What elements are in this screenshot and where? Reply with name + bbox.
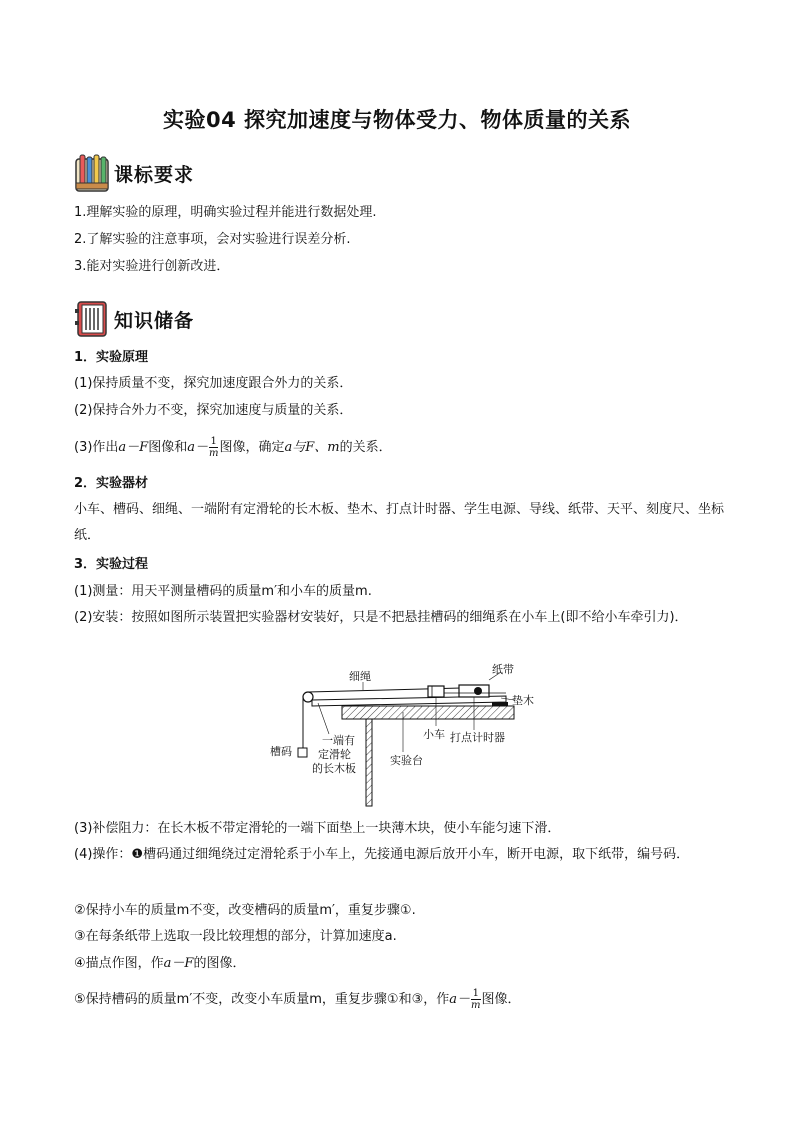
principle-line-3-c: 图像，确定 xyxy=(219,440,285,455)
principle-line-3-e: 的关系． xyxy=(339,440,392,455)
timer-dot xyxy=(474,687,482,695)
process-step-5 xyxy=(74,988,521,1011)
process-install: (2)安装：按照如图所示装置把实验器材安装好，只是不把悬挂槽码的细绳系在小车上(即不给小车牵引力)． xyxy=(74,610,688,625)
process-step-3: ③在每条纸带上选取一段比较理想的部分，计算加速度a. xyxy=(74,929,397,944)
requirement-item-2: 2.了解实验的注意事项，会对实验进行误差分析. xyxy=(74,232,351,247)
principle-heading: 1．实验原理 xyxy=(74,350,149,365)
cart-block xyxy=(428,686,444,697)
process-step-2: ②保持小车的质量m不变，改变槽码的质量m′，重复步骤①. xyxy=(74,903,416,918)
label-tape: 纸带 xyxy=(492,663,514,676)
label-pad: 垫木 xyxy=(512,694,534,707)
formula-a-f: a－F xyxy=(118,440,149,455)
test-tubes-icon xyxy=(74,153,110,193)
principle-line-3-b: 图像和 xyxy=(148,440,188,455)
step-4-formula: a－F xyxy=(163,956,194,971)
process-step-4 xyxy=(74,955,245,973)
page-title: 实验04 探究加速度与物体受力、物体质量的关系 xyxy=(162,108,632,132)
apparatus-diagram xyxy=(256,660,546,810)
principle-line-1: (1)保持质量不变，探究加速度跟合外力的关系． xyxy=(74,376,353,391)
book-icon xyxy=(74,299,110,339)
requirements-banner xyxy=(74,150,194,196)
step-5-c: 图像． xyxy=(481,992,521,1007)
table-leg xyxy=(366,719,372,806)
step-4-c: 的图像． xyxy=(193,956,246,971)
requirement-item-3: 3.能对实验进行创新改进． xyxy=(74,259,230,274)
label-timer: 打点计时器 xyxy=(450,731,505,744)
requirements-heading: 课标要求 xyxy=(114,163,195,186)
step-5-formula: a－ xyxy=(449,992,471,1007)
process-compensate: (3)补偿阻力：在长木板不带定滑轮的一端下面垫上一块薄木块，使小车能匀速下滑． xyxy=(74,821,561,836)
label-board-1: 一端有 xyxy=(322,734,355,747)
label-table: 实验台 xyxy=(390,754,423,767)
principle-line-3-a: (3)作出 xyxy=(74,440,119,455)
process-operate: (4)操作：❶槽码通过细绳绕过定滑轮系于小车上，先接通电源后放开小车，断开电源，取下纸带，编号码． xyxy=(74,847,690,862)
label-cart: 小车 xyxy=(423,728,445,741)
knowledge-banner xyxy=(74,296,194,342)
principle-line-2: (2)保持合外力不变，探究加速度与质量的关系． xyxy=(74,403,353,418)
label-board-2: 定滑轮 xyxy=(318,748,351,761)
pad-block xyxy=(492,702,508,706)
principle-vars: a与F、m xyxy=(284,440,340,455)
principle-line-3 xyxy=(74,436,392,459)
knowledge-heading: 知识储备 xyxy=(114,309,195,332)
equipment-heading: 2．实验器材 xyxy=(74,476,149,491)
process-heading: 3．实验过程 xyxy=(74,557,149,572)
formula-a-inv-m: a－ xyxy=(187,440,208,455)
step-5-fraction: $\frac{1}{m}$ xyxy=(471,988,481,1011)
step-5-a: ⑤保持槽码的质量m′不变，改变小车质量m，重复步骤①和③，作 xyxy=(74,992,450,1007)
label-rope: 细绳 xyxy=(349,670,371,683)
weight-block xyxy=(298,748,307,757)
equipment-text: 小车、槽码、细绳、一端附有定滑轮的长木板、垫木、打点计时器、学生电源、导线、纸带、天平、刻度尺、坐标纸． xyxy=(74,502,725,543)
table-top xyxy=(342,706,514,719)
requirement-item-1: 1.理解实验的原理，明确实验过程并能进行数据处理. xyxy=(74,205,377,220)
step-4-a: ④描点作图，作 xyxy=(74,956,164,971)
fraction-1-over-m: $\frac{1}{m}$ xyxy=(208,436,219,459)
label-weight: 槽码 xyxy=(270,745,292,758)
label-board-3: 的长木板 xyxy=(312,762,356,775)
process-measure: (1)测量：用天平测量槽码的质量m′和小车的质量m. xyxy=(74,584,372,599)
